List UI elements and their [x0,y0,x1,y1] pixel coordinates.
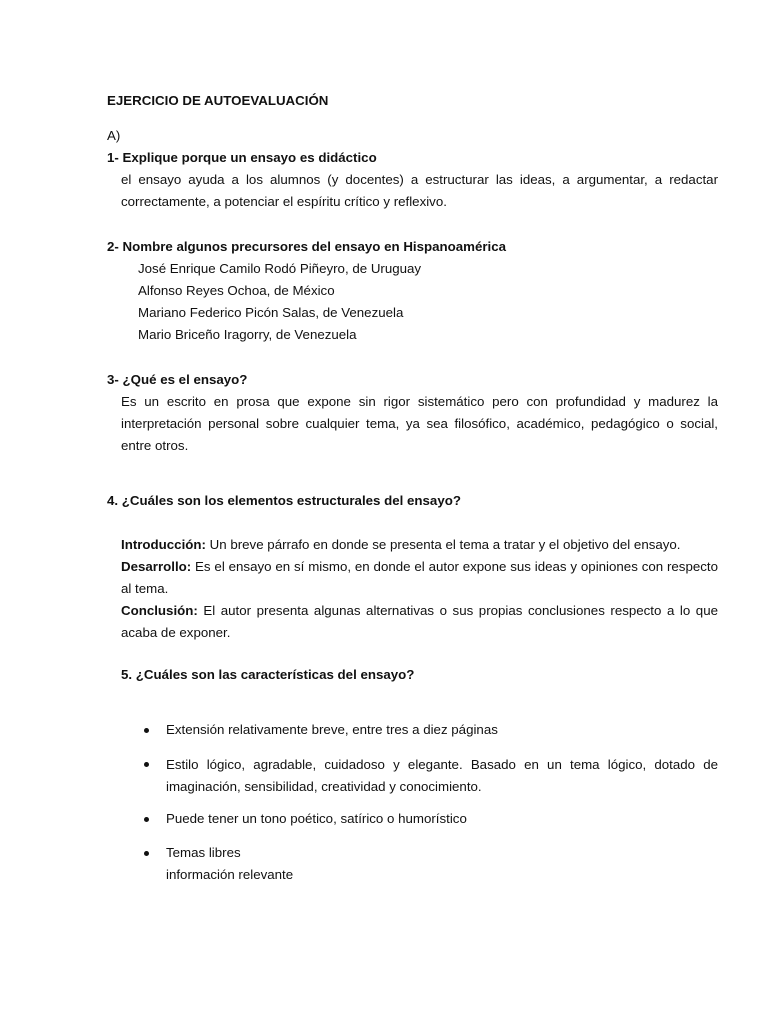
question-5: 5. ¿Cuáles son las características del ensayo? [121,667,415,682]
precursor-item: Mariano Federico Picón Salas, de Venezuela [138,305,404,320]
trailing-text: información relevante [166,867,294,882]
introduccion-text: Un breve párrafo en donde se presenta el tema a tratar y el objetivo del ensayo. [205,537,681,552]
precursor-item: José Enrique Camilo Rodó Piñeyro, de Uruguay [138,261,422,276]
question-1: 1- Explique porque un ensayo es didáctico [107,150,377,165]
characteristic-item: Extensión relativamente breve, entre tres a diez páginas [166,722,498,737]
element-conclusion [121,600,718,644]
element-desarrollo [121,556,718,600]
bullet-icon [144,728,149,733]
element-introduccion [121,534,718,556]
conclusion-text: El autor presenta algunas alternativas o sus propias conclusiones respecto a lo que acaba de exponer. [121,603,718,640]
bullet-icon [144,817,149,822]
precursor-item: Mario Briceño Iragorry, de Venezuela [138,327,357,342]
desarrollo-text: Es el ensayo en sí mismo, en donde el autor expone sus ideas y opiniones con respecto al tema. [121,559,718,596]
characteristic-item: Puede tener un tono poético, satírico o humorístico [166,811,467,826]
question-4: 4. ¿Cuáles son los elementos estructurales del ensayo? [107,493,461,508]
section-label: A) [107,128,121,143]
bullet-icon [144,851,149,856]
desarrollo-label: Desarrollo: [121,559,192,574]
characteristic-item: Temas libres [166,845,241,860]
answer-1: el ensayo ayuda a los alumnos (y docentes) a estructurar las ideas, a argumentar, a redactar correctamente, a potenciar el espíritu crítico y reflexivo. [121,172,718,209]
characteristic-item: Estilo lógico, agradable, cuidadoso y elegante. Basado en un tema lógico, dotado de imaginación, sensibilidad, creatividad y conocimiento. [166,757,718,794]
precursor-item: Alfonso Reyes Ochoa, de México [138,283,335,298]
bullet-icon [144,762,149,767]
question-3: 3- ¿Qué es el ensayo? [107,372,248,387]
document-title: EJERCICIO DE AUTOEVALUACIÓN [107,93,329,108]
answer-3: Es un escrito en prosa que expone sin rigor sistemático pero con profundidad y madurez la interpretación personal sobre cualquier tema, ya sea filosófico, académico, pedagógico o social, entre otros. [121,394,718,453]
introduccion-label: Introducción: [121,537,206,552]
conclusion-label: Conclusión: [121,603,198,618]
question-2: 2- Nombre algunos precursores del ensayo en Hispanoamérica [107,239,507,254]
